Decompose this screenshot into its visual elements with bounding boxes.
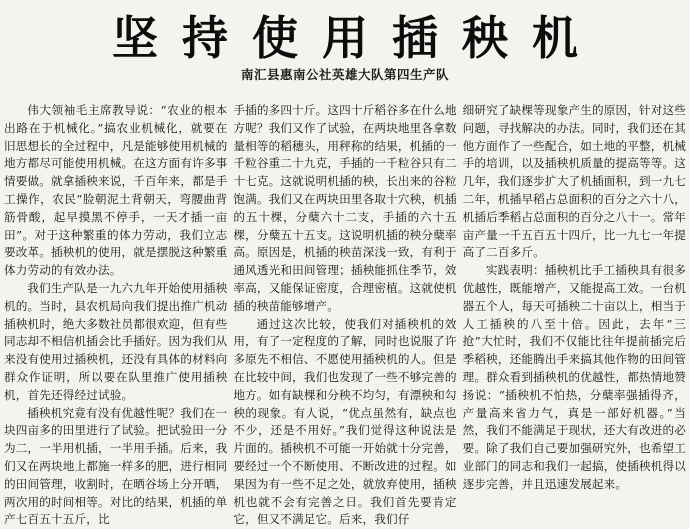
paragraph: 手插的多四十斤。这四十斤稻谷多在什么地方呢？我们又作了试验，在两块地里各拿数量相等的稻穗头，用秤称的结果，机插的一千粒谷重二十九克，手插的一千粒谷只有二十七克。这就说明机插的秧，长出来的谷粒饱满。我们又在两块田里各取十穴秧，机插的五十棵，分蘖六十二支，手插的六十五棵，分蘖五十五支。这说明机插的秧分蘖率高。原因是，机插的秧苗深浅一致，有利于通风透光和田间管理；插秧能抓住季节，效率高，又能保证密度，合理密植。这就使机插的秧苗能够增产。: [233, 103, 457, 313]
paragraph: 细研究了缺棵等现象产生的原因，针对这些问题，寻找解决的办法。同时，我们还在其他方面作了一些配合，如土地的平整，机械手的培训，以及插秧机质量的提高等等。这几年，我们逐步扩大了机插面积，到一九七二年，机插早稻占总面积的百分之六十八，机插后季稻占总面积的百分之八十一。常年亩产量一千五百五十四斤，比一九七一年提高了二百多斤。: [462, 103, 686, 260]
paragraph: 通过这次比较，使我们对插秧机的效用，有了一定程度的了解，同时也说服了许多原先不相信、不愿使用插秧机的人。但是在比较中间，我们也发现了一些不够完善的地方。如有缺棵和分秧不均匀，有漂秧和勾秧的现象。有人说，“优点虽然有，缺点也不少，还是不用好。”我们觉得这种说法是片面的。插秧机不可能一开始就十分完善，要经过一个不断使用、不断改进的过程。如果因为有一些不足之处，就放弃使用，插秧机也就不会有完善之日。我们首先要肯定它，但又不满足它。后来，我们仔: [233, 316, 457, 527]
paragraph: 我们生产队是一九六九年开始使用插秧机的。当时，县农机局向我们提出推广机动插秧机时，绝大多数社员都很欢迎，但有些同志却不相信机插会比手插好。因为我们从来没有使用过插秧机，还没有具体的材料向群众作证明，所以要在队里推广使用插秧机，首先还得经过试验。: [4, 280, 228, 402]
article-body: [4, 102, 686, 527]
paragraph: 插秧机究竟有没有优越性呢？我们在一块四亩多的田里进行了试验。把试验田一分为二，一半用机插，一半用手插。后来，我们又在两块地上都施一样多的肥，进行相同的田间管理，收割时，在晒谷场上分开晒，两次用的时间相等。对比的结果，机插的单产七百五十五斤，比: [4, 405, 228, 527]
paragraph: 实践表明：插秧机比手工插秧具有很多优越性，既能增产，又能提高工效。一台机器五个人，每天可插秧二十亩以上，相当于人工插秧的八至十倍。因此，去年“三抢”大忙时，我们不仅能比往年提前插完后季稻秧，还能腾出手来搞其他作物的田间管理。群众看到插秧机的优越性，都热情地赞扬说：“插秧机不怕热，分蘖率强插得齐，产量高来省力气，真是一部好机器。”当然，我们不能满足于现状，还大有改进的必要。除了我们自己要加强研究外，也希望工业部门的同志和我们一起搞，使插秧机得以逐步完善，并且迅速发展起来。: [462, 263, 686, 491]
paragraph: 伟大领袖毛主席教导说：“农业的根本出路在于机械化。”搞农业机械化，就要在旧思想长的全过程中，凡是能够使用机械的地方都尽可能使用机械。在这方面有许多事情要做。就拿插秧来说，千百年来，都是手工操作，农民“脸朝泥土背朝天，弯腰曲背筋骨酸，起早摸黑不停手，一天才插一亩田”。对于这种繁重的体力劳动，我们立志要改革。插秧机的使用，就是摆脱这种繁重体力劳动的有效办法。: [4, 103, 228, 278]
text-column-2: [233, 102, 457, 527]
article-headline: 坚持使用插秧机: [112, 11, 602, 65]
text-column-1: [4, 102, 228, 527]
text-column-3: [463, 102, 686, 504]
article-byline: 南汇县惠南公社英雄大队第四生产队: [240, 67, 449, 82]
